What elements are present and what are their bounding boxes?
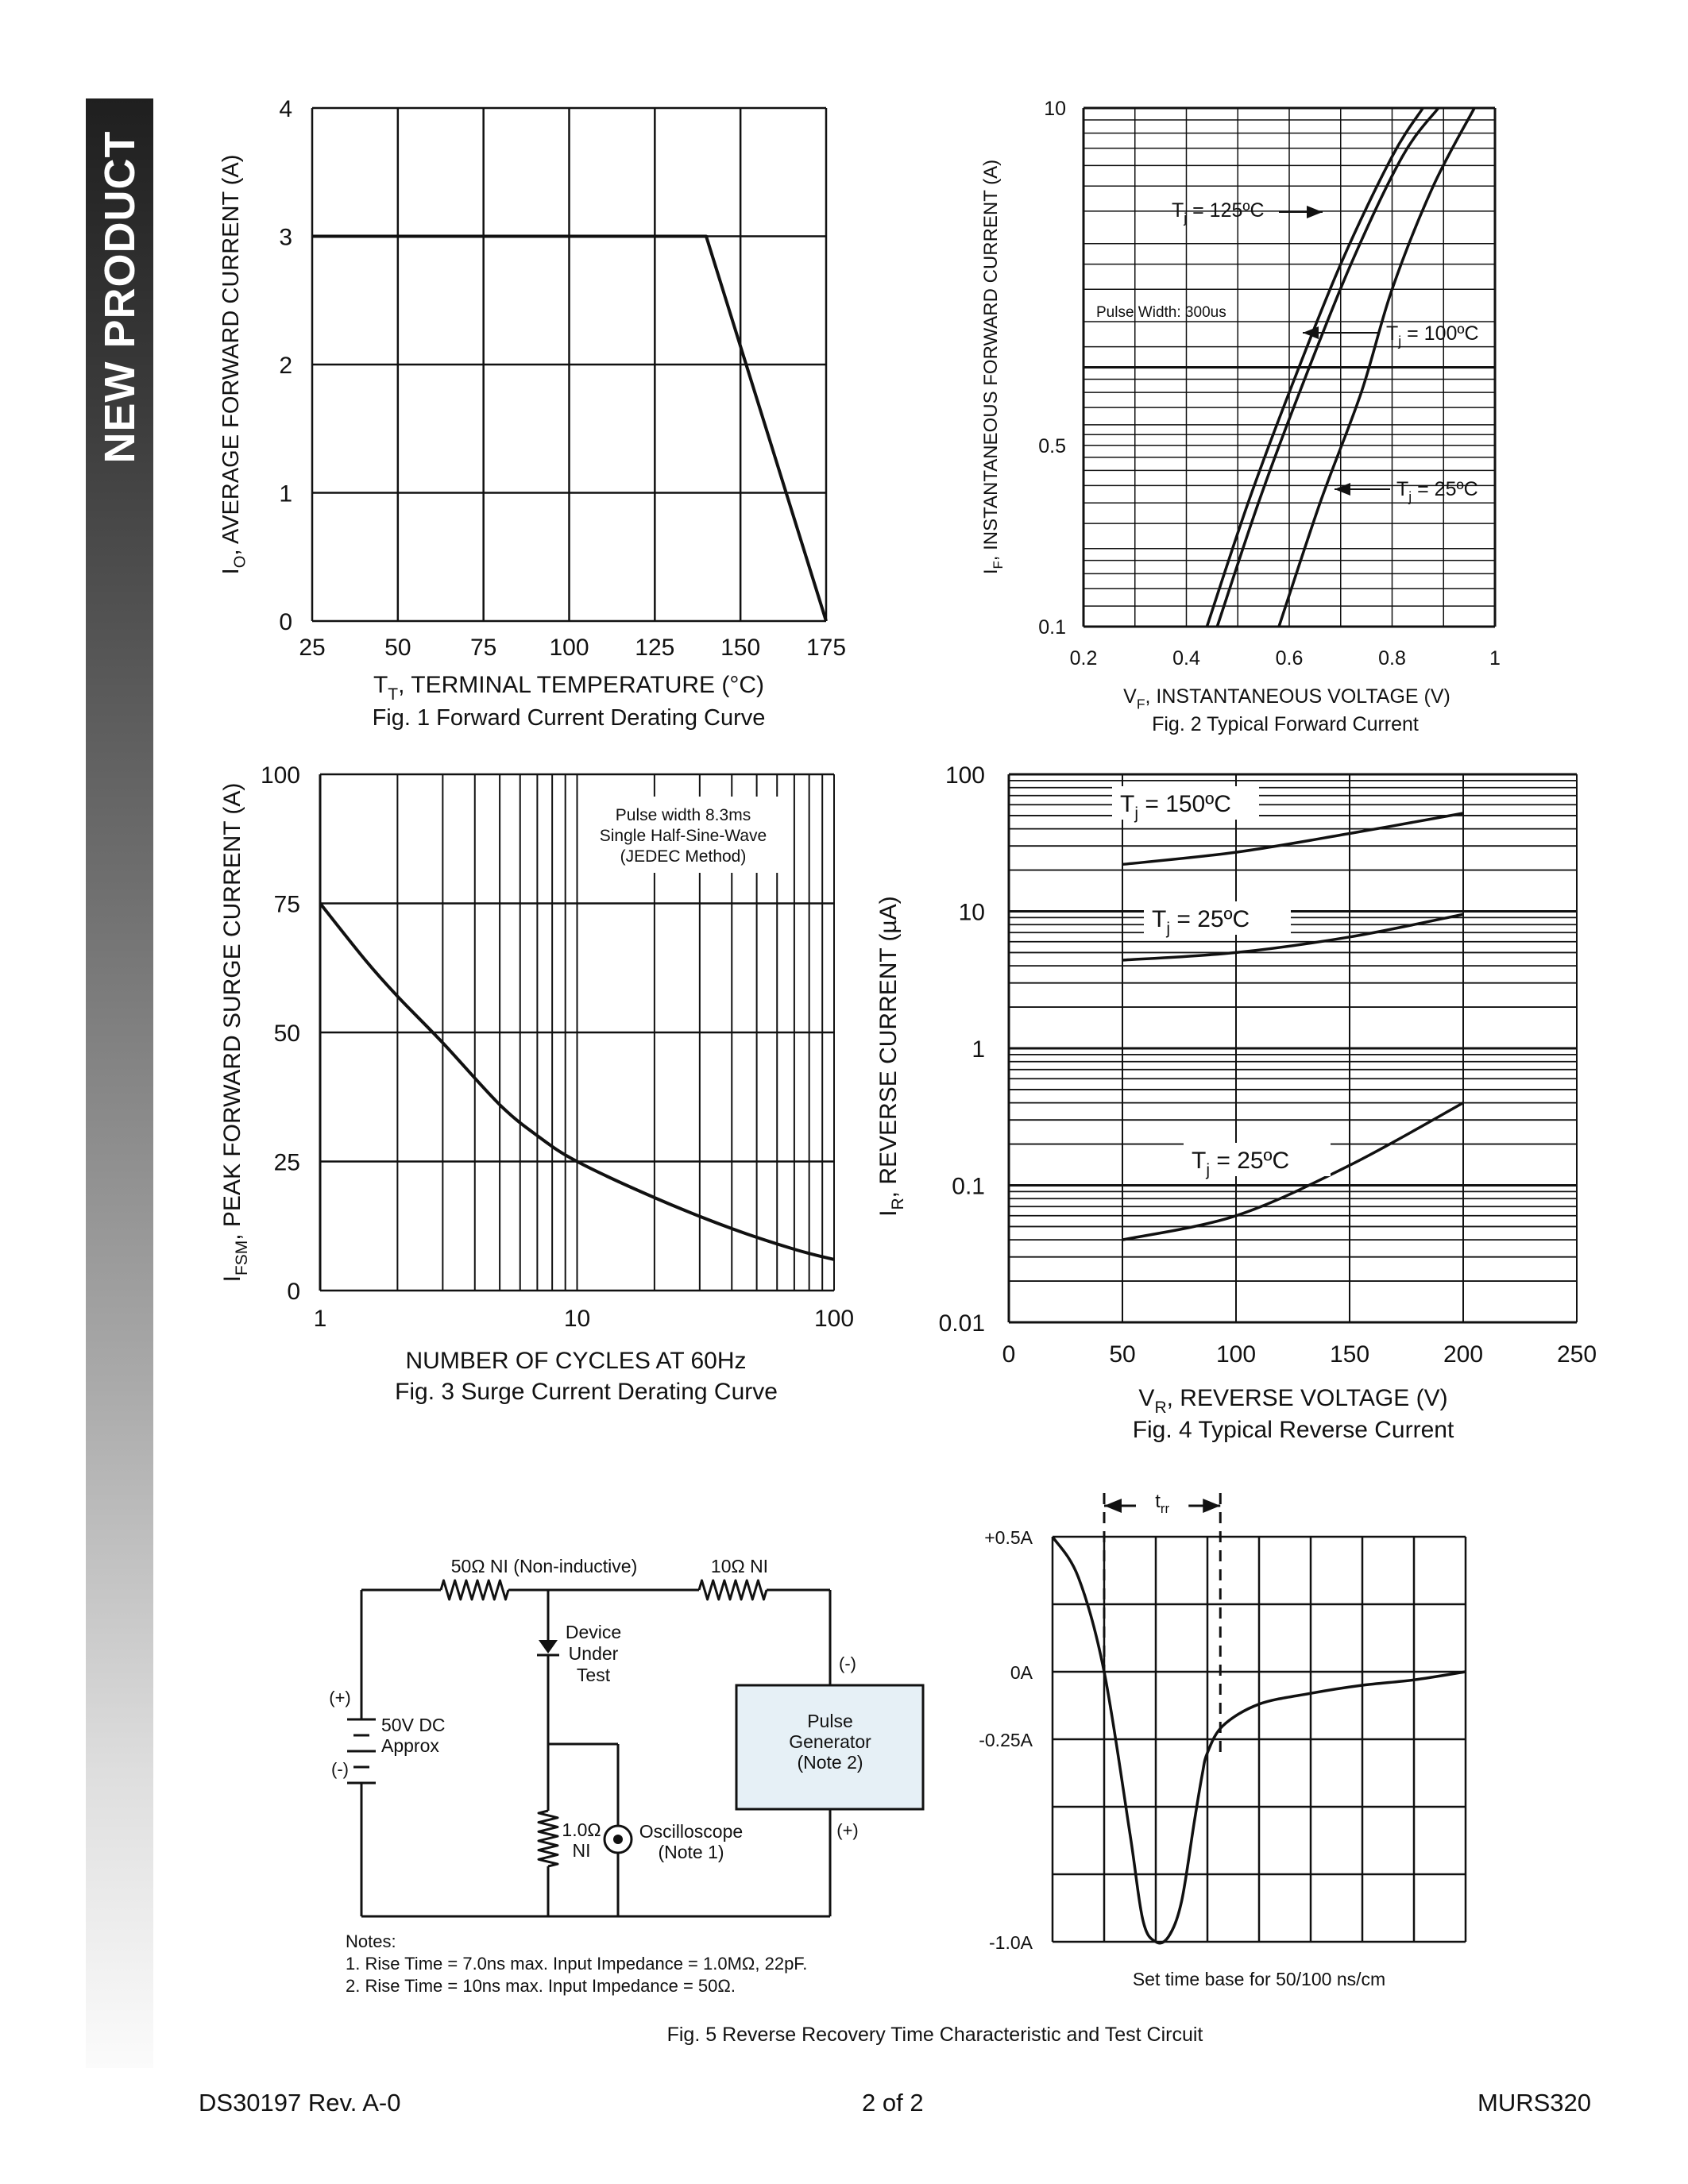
- fig5-y-tick-label: 0A: [1010, 1662, 1033, 1683]
- fig3-x-tick-label: 10: [563, 1306, 591, 1332]
- footer-page-number: 2 of 2: [862, 2089, 924, 2116]
- fig2-pulse-width-note: Pulse Width: 300us: [1096, 304, 1226, 321]
- fig1-x-tick-label: 150: [720, 635, 761, 661]
- fig1-x-tick-label: 100: [549, 635, 589, 661]
- fig3-note-line: Single Half-Sine-Wave: [599, 827, 767, 845]
- fig1-x-tick-label: 175: [805, 635, 847, 661]
- fig4-y-axis-label: $I_R$, REVERSE CURRENT (µA): [875, 896, 907, 1217]
- footer-doc-number: DS30197 Rev. A-0: [199, 2089, 401, 2116]
- fig4-x-axis-label: $V_R$, REVERSE VOLTAGE (V): [1138, 1385, 1448, 1417]
- circuit-note: Notes:: [346, 1931, 396, 1951]
- fig5-y-tick-label: -1.0A: [989, 1932, 1033, 1953]
- fig3-note-line: (JEDEC Method): [620, 847, 747, 866]
- pulse-generator-label: Generator: [789, 1731, 871, 1752]
- fig2-arrow-25-head: [1335, 483, 1350, 496]
- fig3-note-line: Pulse width 8.3ms: [615, 806, 751, 824]
- fig3-x-tick-label: 1: [313, 1306, 327, 1332]
- oscilloscope-label: (Note 1): [658, 1842, 724, 1862]
- fig2-x-tick-label: 0.2: [1069, 647, 1098, 669]
- fig4-legend-0: $T_j$ = 150ºC: [1120, 791, 1231, 823]
- fig5-time-base-label: Set time base for 50/100 ns/cm: [1132, 1969, 1386, 1989]
- battery-label: 50V DC: [381, 1715, 446, 1735]
- fig4-legend-2: $T_j$ = 25ºC: [1192, 1148, 1290, 1179]
- fig3-y-tick-label: 0: [287, 1279, 300, 1305]
- fig2-x-tick-label: 1: [1489, 647, 1501, 669]
- fig2-legend-125: $T_j$ = 125ºC: [1172, 199, 1265, 226]
- battery-neg-label: (-): [331, 1759, 349, 1779]
- resistor-50ohm-label: 50Ω NI (Non-inductive): [450, 1556, 638, 1576]
- sidebar-label: NEW PRODUCT: [95, 130, 144, 464]
- fig4-x-tick-label: 250: [1556, 1341, 1597, 1368]
- fig4-series-0: [1122, 813, 1463, 864]
- fig1-x-axis-label: $T_T$, TERMINAL TEMPERATURE (°C): [373, 672, 765, 704]
- fig3-y-tick-label: 25: [273, 1149, 300, 1176]
- fig1-y-tick-label: 3: [279, 224, 292, 251]
- fig4-y-tick-label: 100: [944, 762, 985, 789]
- dut-label: Under: [568, 1643, 619, 1664]
- pulse-pos-label: (+): [836, 1820, 859, 1840]
- fig4-y-tick-label: 0.01: [938, 1310, 985, 1337]
- resistor-10ohm: [699, 1580, 767, 1599]
- dut-label: Test: [576, 1665, 611, 1685]
- fig1-y-tick-label: 2: [279, 353, 292, 379]
- fig2-x-tick-label: 0.6: [1275, 647, 1304, 669]
- fig4-y-tick-label: 1: [971, 1036, 985, 1063]
- battery-pos-label: (+): [329, 1688, 351, 1707]
- fig2-legend-100: $T_j$ = 100ºC: [1386, 322, 1479, 349]
- fig3-y-tick-label: 100: [260, 762, 300, 789]
- fig5-trr-label: $t_{rr}$: [1155, 1491, 1170, 1517]
- fig3-y-axis-label: $I_{FSM}$, PEAK FORWARD SURGE CURRENT (A): [219, 782, 251, 1283]
- fig1-x-tick-label: 125: [635, 635, 675, 661]
- fig2-legend-25: $T_j$ = 25ºC: [1396, 478, 1478, 505]
- fig4-x-tick-label: 50: [1109, 1341, 1136, 1368]
- fig3-y-tick-label: 75: [273, 891, 300, 918]
- fig5-trr-arrowhead-left: [1104, 1499, 1122, 1513]
- fig2-y-axis-label: $I_F$, INSTANTANEOUS FORWARD CURRENT (A): [980, 159, 1006, 575]
- footer-part-number: MURS320: [1477, 2089, 1591, 2116]
- pulse-generator-label: (Note 2): [797, 1752, 863, 1773]
- fig2-title: Fig. 2 Typical Forward Current: [1152, 713, 1419, 735]
- fig2-arrow-125-head: [1307, 206, 1323, 218]
- fig1-y-axis-label: $I_O$, AVERAGE FORWARD CURRENT (A): [218, 154, 249, 575]
- fig1-x-tick-label: 50: [384, 635, 411, 661]
- fig5-title: Fig. 5 Reverse Recovery Time Characteristic and Test Circuit: [666, 2024, 1203, 2046]
- fig5-y-tick-label: +0.5A: [984, 1527, 1033, 1548]
- fig1-y-tick-label: 4: [279, 96, 292, 122]
- fig5-trr-arrowhead-right: [1203, 1499, 1220, 1513]
- fig2-y-tick-label: 10: [1044, 98, 1066, 120]
- fig4-title: Fig. 4 Typical Reverse Current: [1132, 1417, 1454, 1443]
- fig5-y-tick-label: -0.25A: [979, 1730, 1033, 1750]
- fig1-x-tick-label: 25: [299, 635, 326, 661]
- resistor-50ohm: [441, 1580, 508, 1599]
- fig3-y-tick-label: 50: [273, 1021, 300, 1047]
- resistor-10ohm-label: 10Ω NI: [710, 1556, 769, 1576]
- fig2-x-axis-label: $V_F$, INSTANTANEOUS VOLTAGE (V): [1123, 685, 1450, 712]
- fig3-x-tick-label: 100: [813, 1306, 855, 1332]
- fig4-y-tick-label: 10: [958, 899, 985, 926]
- pulse-generator-label: Pulse: [807, 1711, 853, 1731]
- dut-label: Device: [565, 1622, 622, 1642]
- oscilloscope-connector-pin: [613, 1835, 623, 1844]
- fig2-x-tick-label: 0.8: [1378, 647, 1406, 669]
- fig1-title: Fig. 1 Forward Current Derating Curve: [372, 705, 766, 731]
- fig4-legend-1: $T_j$ = 25ºC: [1152, 906, 1250, 938]
- fig4-y-tick-label: 0.1: [952, 1173, 985, 1200]
- fig1-y-tick-label: 0: [279, 609, 292, 635]
- pulse-neg-label: (-): [839, 1653, 856, 1673]
- fig4-x-tick-label: 100: [1215, 1341, 1257, 1368]
- fig3-title: Fig. 3 Surge Current Derating Curve: [395, 1379, 778, 1405]
- resistor-1ohm-label: NI: [572, 1840, 591, 1861]
- resistor-1ohm-label: 1.0Ω: [562, 1819, 601, 1840]
- diode-symbol: [539, 1640, 558, 1653]
- circuit-note: 1. Rise Time = 7.0ns max. Input Impedance = 1.0MΩ, 22pF.: [346, 1954, 808, 1974]
- circuit-note: 2. Rise Time = 10ns max. Input Impedance = 50Ω.: [346, 1976, 736, 1996]
- resistor-1ohm: [539, 1811, 558, 1866]
- fig2-y-tick-label: 0.1: [1038, 616, 1066, 639]
- fig2-x-tick-label: 0.4: [1172, 647, 1200, 669]
- fig4-x-tick-label: 0: [1002, 1341, 1016, 1368]
- fig4-x-tick-label: 150: [1329, 1341, 1370, 1368]
- battery-label: Approx: [381, 1735, 439, 1756]
- fig1-y-tick-label: 1: [279, 480, 292, 507]
- fig3-x-axis-label: NUMBER OF CYCLES AT 60Hz: [405, 1348, 747, 1374]
- fig1-x-tick-label: 75: [469, 635, 497, 661]
- fig4-x-tick-label: 200: [1443, 1341, 1484, 1368]
- oscilloscope-label: Oscilloscope: [639, 1821, 744, 1842]
- fig2-y-tick-label: 0.5: [1038, 434, 1066, 457]
